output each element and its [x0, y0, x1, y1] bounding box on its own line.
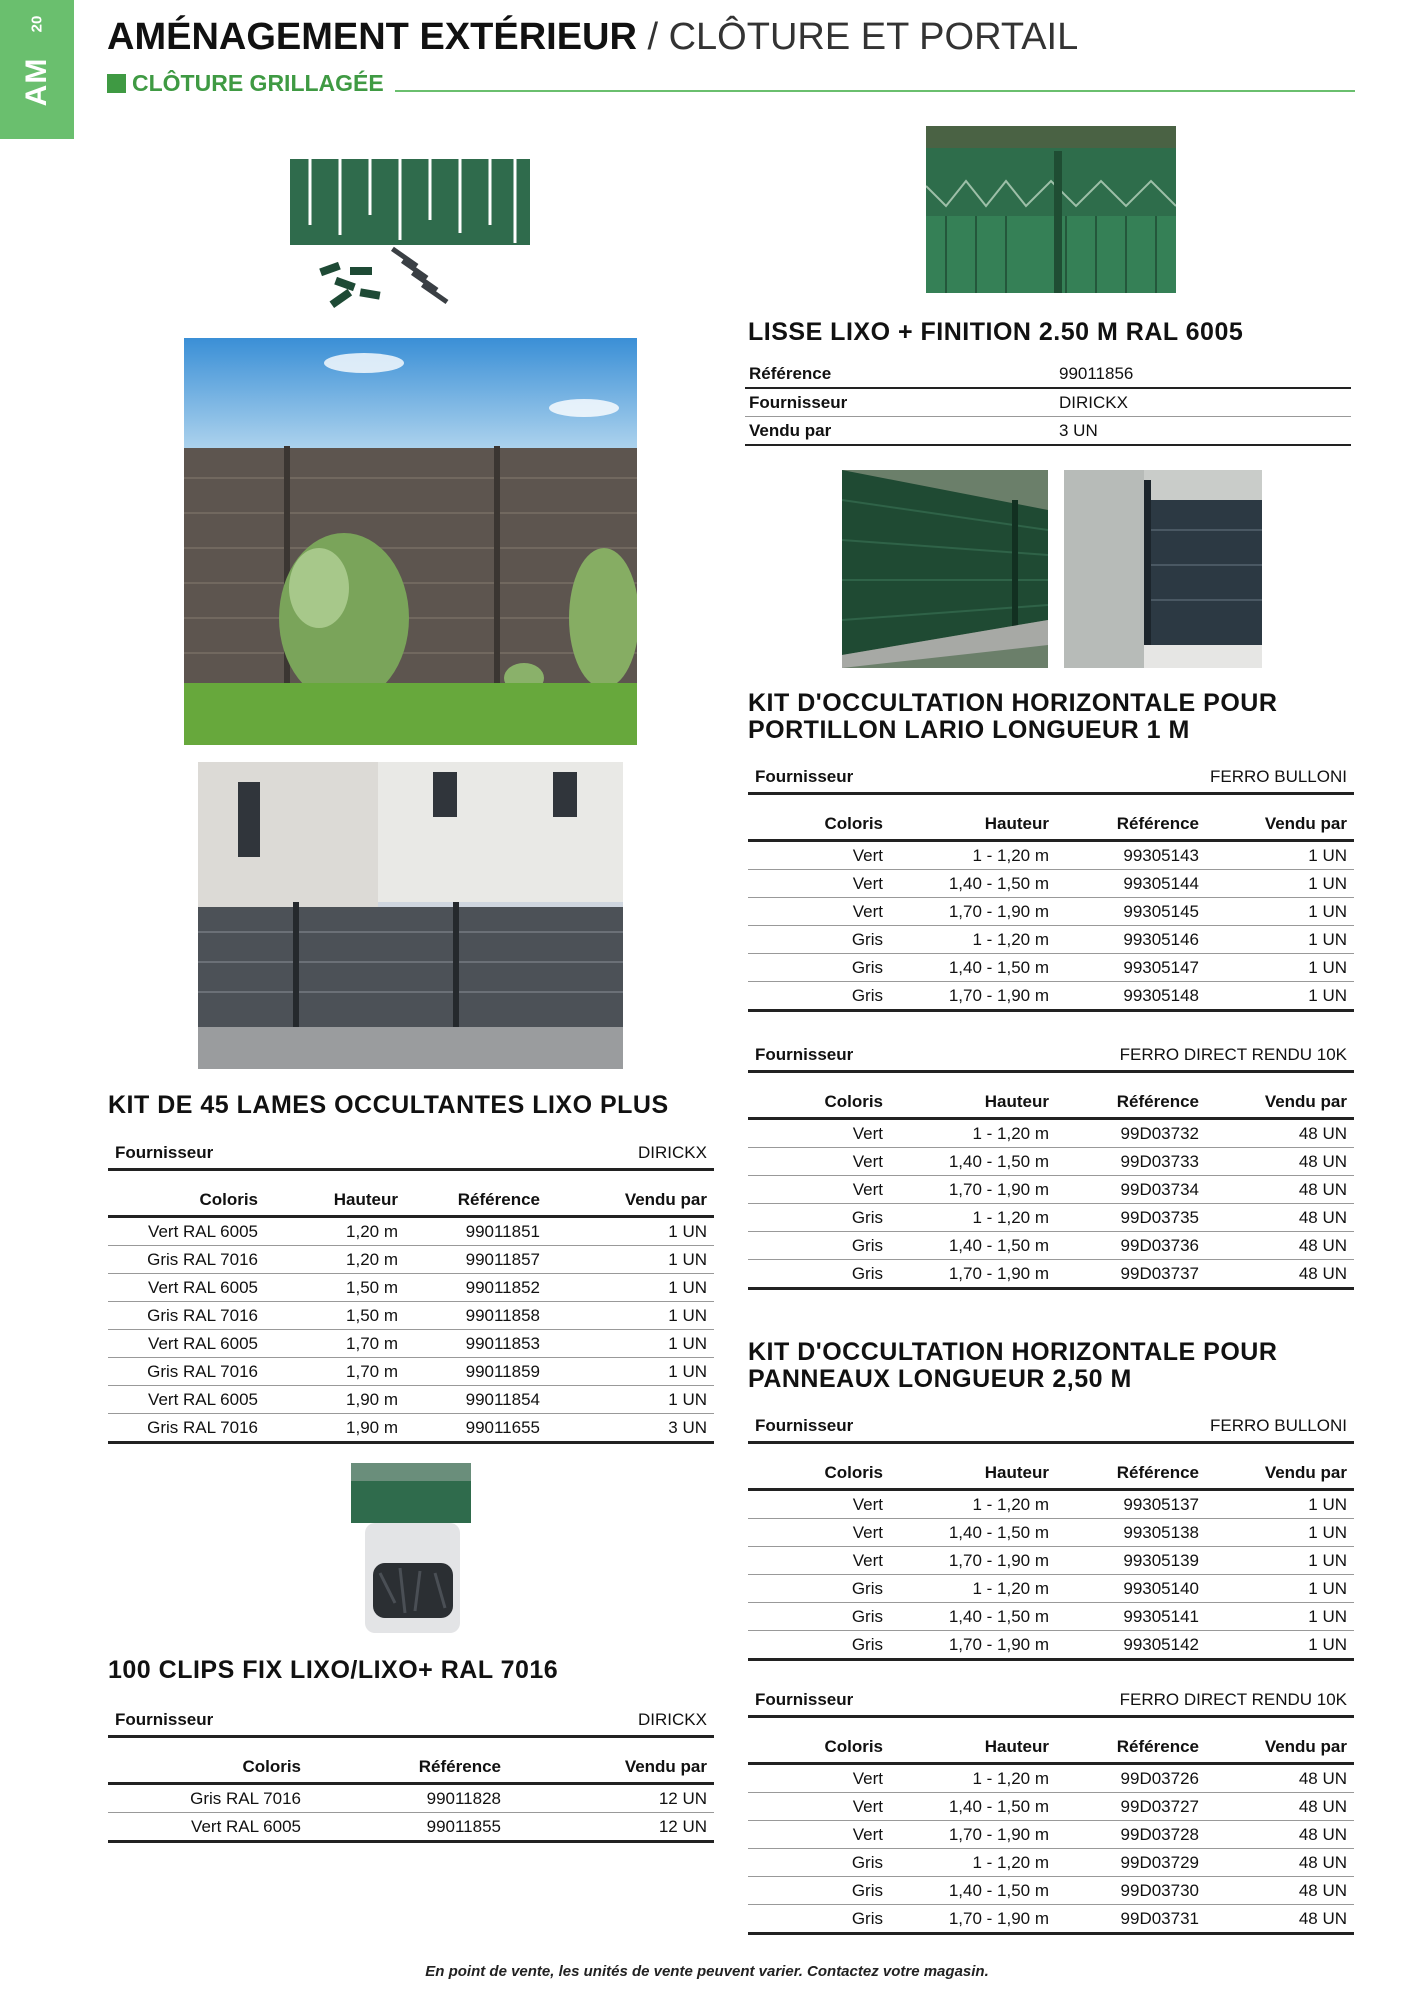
- table-cell: 99D03735: [1056, 1204, 1206, 1232]
- table-row: [748, 1148, 1354, 1176]
- table-cell: 1,70 - 1,90 m: [890, 1176, 1056, 1204]
- table-cell: Gris RAL 7016: [108, 1246, 265, 1274]
- table-row: [748, 841, 1354, 870]
- table-cell: 1,20 m: [265, 1246, 405, 1274]
- table-cell: Gris: [748, 1905, 890, 1934]
- table-cell: 48 UN: [1206, 1232, 1354, 1260]
- table-row: [108, 1217, 714, 1246]
- portillon-green-photo: [842, 470, 1048, 668]
- table-cell: Vert RAL 6005: [108, 1217, 265, 1246]
- table-cell: 1 UN: [547, 1217, 714, 1246]
- table-cell: 99D03733: [1056, 1148, 1206, 1176]
- table-cell: Gris: [748, 1204, 890, 1232]
- table-cell: 99D03736: [1056, 1232, 1206, 1260]
- table-cell: 1 - 1,20 m: [890, 1119, 1056, 1148]
- table-cell: 99D03734: [1056, 1176, 1206, 1204]
- table-cell: 48 UN: [1206, 1849, 1354, 1877]
- table-row: [748, 1793, 1354, 1821]
- table-row: [748, 1603, 1354, 1631]
- table-header: Coloris Hauteur Référence Vendu par: [748, 1458, 1354, 1490]
- table-cell: 1,40 - 1,50 m: [890, 1603, 1056, 1631]
- table-cell: 48 UN: [1206, 1793, 1354, 1821]
- table-cell: Vert RAL 6005: [108, 1813, 308, 1842]
- page-title-main: AMÉNAGEMENT EXTÉRIEUR: [107, 16, 637, 58]
- table-row: [748, 1519, 1354, 1547]
- supplier-row: [748, 1685, 1354, 1717]
- table-cell: Vert: [748, 1119, 890, 1148]
- table-cell: 1,70 - 1,90 m: [890, 1821, 1056, 1849]
- table-cell: Gris: [748, 1603, 890, 1631]
- table-cell: Vert: [748, 1490, 890, 1519]
- supplier-row: [108, 1138, 714, 1170]
- lames-kit-photo: [290, 155, 530, 325]
- portillon-title: [748, 690, 1277, 744]
- table-cell: 1 UN: [1206, 926, 1354, 954]
- table-cell: 1,70 - 1,90 m: [890, 1905, 1056, 1934]
- kit45-table: [108, 1138, 714, 1444]
- table-cell: Vert: [748, 841, 890, 870]
- footer-note: En point de vente, les unités de vente peuvent varier. Contactez votre magasin.: [425, 1963, 989, 1980]
- table-cell: Vert: [748, 1764, 890, 1793]
- table-cell: 99D03731: [1056, 1905, 1206, 1934]
- table-cell: 99011854: [405, 1386, 547, 1414]
- clips-title: 100 CLIPS FIX LIXO/LIXO+ RAL 7016: [108, 1656, 559, 1684]
- table-cell: 1,50 m: [265, 1302, 405, 1330]
- lisse-photo: [926, 126, 1176, 293]
- table-cell: 48 UN: [1206, 1148, 1354, 1176]
- table-row: [108, 1784, 714, 1813]
- table-header: Coloris Hauteur Référence Vendu par: [748, 809, 1354, 841]
- table-header: Coloris Hauteur Référence Vendu par: [108, 1185, 714, 1217]
- table-row: [748, 1547, 1354, 1575]
- table-cell: 1,70 - 1,90 m: [890, 898, 1056, 926]
- table-cell: 99305139: [1056, 1547, 1206, 1575]
- table-cell: 99011851: [405, 1217, 547, 1246]
- table-cell: 48 UN: [1206, 1176, 1354, 1204]
- table-cell: Vert: [748, 1793, 890, 1821]
- table-cell: 99011859: [405, 1358, 547, 1386]
- table-cell: 1 UN: [1206, 954, 1354, 982]
- info-row: Référence 99011856: [745, 360, 1351, 388]
- page-title-sub: / CLÔTURE ET PORTAIL: [647, 16, 1079, 58]
- table-cell: 99011857: [405, 1246, 547, 1274]
- table-cell: 99D03732: [1056, 1119, 1206, 1148]
- table-cell: 99011855: [308, 1813, 508, 1842]
- table-cell: 1 UN: [547, 1246, 714, 1274]
- table-row: [748, 982, 1354, 1011]
- table-cell: 1,90 m: [265, 1386, 405, 1414]
- table-cell: 12 UN: [508, 1813, 714, 1842]
- table-cell: 1 - 1,20 m: [890, 1764, 1056, 1793]
- page-title: [107, 16, 1078, 59]
- panneaux-table-2: [748, 1685, 1354, 1935]
- table-row: [748, 870, 1354, 898]
- table-cell: 48 UN: [1206, 1204, 1354, 1232]
- table-cell: Gris RAL 7016: [108, 1784, 308, 1813]
- table-cell: 1,70 m: [265, 1330, 405, 1358]
- table-cell: 1,40 - 1,50 m: [890, 1519, 1056, 1547]
- category-label: CLÔTURE GRILLAGÉE: [132, 70, 384, 96]
- supplier-label: Fournisseur: [108, 1705, 508, 1737]
- table-cell: 1,20 m: [265, 1217, 405, 1246]
- section-tab: [0, 0, 74, 139]
- table-cell: 99305141: [1056, 1603, 1206, 1631]
- table-row: [748, 954, 1354, 982]
- portillon-grey-photo: [1064, 470, 1262, 668]
- supplier-label: Fournisseur: [748, 762, 1056, 794]
- table-cell: 1 UN: [547, 1358, 714, 1386]
- table-cell: 1 UN: [547, 1330, 714, 1358]
- table-row: [108, 1414, 714, 1443]
- table-row: [108, 1358, 714, 1386]
- table-cell: 1,50 m: [265, 1274, 405, 1302]
- table-cell: 48 UN: [1206, 1260, 1354, 1289]
- table-cell: 1 UN: [1206, 1631, 1354, 1660]
- table-cell: 1,40 - 1,50 m: [890, 1232, 1056, 1260]
- info-row: Vendu par 3 UN: [745, 417, 1351, 446]
- table-cell: 99D03737: [1056, 1260, 1206, 1289]
- square-bullet-icon: [107, 74, 126, 93]
- portillon-title-line2: PORTILLON LARIO LONGUEUR 1 M: [748, 716, 1190, 744]
- table-cell: 48 UN: [1206, 1119, 1354, 1148]
- table-cell: 99D03730: [1056, 1877, 1206, 1905]
- supplier-row: [108, 1705, 714, 1737]
- table-row: [748, 1631, 1354, 1660]
- supplier-label: Fournisseur: [108, 1138, 405, 1170]
- table-cell: 1,40 - 1,50 m: [890, 1793, 1056, 1821]
- table-cell: 3 UN: [547, 1414, 714, 1443]
- table-row: [748, 1849, 1354, 1877]
- table-cell: Gris: [748, 1631, 890, 1660]
- table-row: [748, 1764, 1354, 1793]
- table-cell: Gris: [748, 1877, 890, 1905]
- table-cell: Vert RAL 6005: [108, 1274, 265, 1302]
- table-cell: Vert RAL 6005: [108, 1330, 265, 1358]
- table-cell: Gris: [748, 1575, 890, 1603]
- table-cell: 99305144: [1056, 870, 1206, 898]
- table-cell: 48 UN: [1206, 1905, 1354, 1934]
- table-row: [748, 1176, 1354, 1204]
- table-row: [108, 1330, 714, 1358]
- table-cell: 99305146: [1056, 926, 1206, 954]
- table-cell: 1 UN: [1206, 1519, 1354, 1547]
- table-cell: 1 UN: [547, 1274, 714, 1302]
- table-row: [108, 1386, 714, 1414]
- table-cell: 99305142: [1056, 1631, 1206, 1660]
- table-row: [108, 1246, 714, 1274]
- table-row: [748, 1260, 1354, 1289]
- table-row: [748, 1204, 1354, 1232]
- section-code: AM: [20, 57, 53, 107]
- supplier-name: FERRO BULLONI: [1056, 1411, 1354, 1443]
- table-row: [748, 1575, 1354, 1603]
- supplier-name: FERRO BULLONI: [1056, 762, 1354, 794]
- table-row: [748, 1821, 1354, 1849]
- table-cell: Gris: [748, 954, 890, 982]
- table-cell: Vert: [748, 870, 890, 898]
- category-heading: [107, 70, 384, 97]
- info-row: Fournisseur DIRICKX: [745, 388, 1351, 417]
- clips-bag-photo: [345, 1463, 477, 1635]
- table-cell: 1,70 - 1,90 m: [890, 1631, 1056, 1660]
- table-cell: Vert RAL 6005: [108, 1386, 265, 1414]
- table-cell: 1,70 m: [265, 1358, 405, 1386]
- table-cell: 99011828: [308, 1784, 508, 1813]
- table-cell: Gris: [748, 926, 890, 954]
- table-cell: 1 UN: [1206, 1490, 1354, 1519]
- table-cell: 99305143: [1056, 841, 1206, 870]
- table-cell: 1,40 - 1,50 m: [890, 1877, 1056, 1905]
- table-cell: 1 UN: [1206, 841, 1354, 870]
- table-header: Coloris Hauteur Référence Vendu par: [748, 1732, 1354, 1764]
- kit45-title: KIT DE 45 LAMES OCCULTANTES LIXO PLUS: [108, 1091, 669, 1119]
- table-cell: Vert: [748, 898, 890, 926]
- table-cell: 99305137: [1056, 1490, 1206, 1519]
- table-cell: 48 UN: [1206, 1764, 1354, 1793]
- table-cell: 1,40 - 1,50 m: [890, 954, 1056, 982]
- table-cell: 99D03727: [1056, 1793, 1206, 1821]
- table-row: [108, 1813, 714, 1842]
- table-row: [748, 926, 1354, 954]
- table-row: [108, 1302, 714, 1330]
- portillon-table-1: [748, 762, 1354, 1012]
- table-cell: 1,40 - 1,50 m: [890, 1148, 1056, 1176]
- table-cell: 1 - 1,20 m: [890, 841, 1056, 870]
- table-cell: Gris: [748, 1232, 890, 1260]
- table-cell: 1 UN: [547, 1302, 714, 1330]
- table-cell: Gris: [748, 1260, 890, 1289]
- table-row: [748, 1877, 1354, 1905]
- table-cell: 99305140: [1056, 1575, 1206, 1603]
- table-row: [748, 898, 1354, 926]
- table-row: [748, 1232, 1354, 1260]
- table-cell: 99D03728: [1056, 1821, 1206, 1849]
- table-header: Coloris Référence Vendu par: [108, 1752, 714, 1784]
- table-cell: Vert: [748, 1176, 890, 1204]
- panneaux-title-line1: KIT D'OCCULTATION HORIZONTALE POUR: [748, 1338, 1278, 1366]
- table-cell: 1 UN: [1206, 1547, 1354, 1575]
- table-cell: Gris RAL 7016: [108, 1358, 265, 1386]
- supplier-row: [748, 1040, 1354, 1072]
- table-cell: 1 UN: [547, 1386, 714, 1414]
- supplier-label: Fournisseur: [748, 1685, 1056, 1717]
- supplier-name: FERRO DIRECT RENDU 10K: [1056, 1040, 1354, 1072]
- table-cell: 99D03729: [1056, 1849, 1206, 1877]
- table-header: Coloris Hauteur Référence Vendu par: [748, 1087, 1354, 1119]
- table-cell: 1,70 - 1,90 m: [890, 1547, 1056, 1575]
- table-cell: 1 - 1,20 m: [890, 1490, 1056, 1519]
- table-cell: 1 - 1,20 m: [890, 1849, 1056, 1877]
- table-cell: 1 UN: [1206, 1603, 1354, 1631]
- table-cell: 99305148: [1056, 982, 1206, 1011]
- table-row: [748, 1119, 1354, 1148]
- table-cell: Gris RAL 7016: [108, 1414, 265, 1443]
- table-cell: 99305145: [1056, 898, 1206, 926]
- table-cell: 99011655: [405, 1414, 547, 1443]
- table-cell: 1 UN: [1206, 898, 1354, 926]
- table-cell: 1 UN: [1206, 1575, 1354, 1603]
- table-cell: 99305138: [1056, 1519, 1206, 1547]
- supplier-row: [748, 762, 1354, 794]
- portillon-title-line1: KIT D'OCCULTATION HORIZONTALE POUR: [748, 689, 1278, 717]
- table-row: [748, 1490, 1354, 1519]
- table-cell: Gris RAL 7016: [108, 1302, 265, 1330]
- supplier-name: DIRICKX: [405, 1138, 714, 1170]
- supplier-label: Fournisseur: [748, 1411, 1056, 1443]
- table-cell: 99011858: [405, 1302, 547, 1330]
- panneaux-title-line2: PANNEAUX LONGUEUR 2,50 M: [748, 1365, 1132, 1393]
- table-cell: Vert: [748, 1148, 890, 1176]
- table-cell: Vert: [748, 1519, 890, 1547]
- table-cell: 48 UN: [1206, 1821, 1354, 1849]
- table-cell: 1 UN: [1206, 870, 1354, 898]
- clips-table: [108, 1705, 714, 1843]
- panneaux-title: [748, 1339, 1277, 1393]
- table-cell: 99011853: [405, 1330, 547, 1358]
- lisse-title: LISSE LIXO + FINITION 2.50 M RAL 6005: [748, 318, 1244, 346]
- grey-fence-garden-photo: [184, 338, 637, 745]
- table-cell: 1 - 1,20 m: [890, 926, 1056, 954]
- supplier-name: DIRICKX: [508, 1705, 714, 1737]
- table-cell: 12 UN: [508, 1784, 714, 1813]
- table-cell: Gris: [748, 982, 890, 1011]
- category-divider: [395, 90, 1355, 92]
- panneaux-table-1: [748, 1411, 1354, 1661]
- grey-fence-house-photo: [198, 762, 623, 1069]
- table-row: [108, 1274, 714, 1302]
- table-row: [748, 1905, 1354, 1934]
- supplier-name: FERRO DIRECT RENDU 10K: [1056, 1685, 1354, 1717]
- supplier-row: [748, 1411, 1354, 1443]
- table-cell: Vert: [748, 1547, 890, 1575]
- table-cell: 99D03726: [1056, 1764, 1206, 1793]
- table-cell: 99011852: [405, 1274, 547, 1302]
- table-cell: 1,70 - 1,90 m: [890, 982, 1056, 1011]
- table-cell: 1 - 1,20 m: [890, 1204, 1056, 1232]
- table-cell: Vert: [748, 1821, 890, 1849]
- table-cell: 1,90 m: [265, 1414, 405, 1443]
- lisse-info-table: [745, 360, 1351, 446]
- portillon-table-2: [748, 1040, 1354, 1290]
- table-cell: 99305147: [1056, 954, 1206, 982]
- table-cell: 1 UN: [1206, 982, 1354, 1011]
- table-cell: 1,70 - 1,90 m: [890, 1260, 1056, 1289]
- page-number: 20: [28, 15, 46, 33]
- table-cell: Gris: [748, 1849, 890, 1877]
- supplier-label: Fournisseur: [748, 1040, 1056, 1072]
- table-cell: 1,40 - 1,50 m: [890, 870, 1056, 898]
- table-cell: 48 UN: [1206, 1877, 1354, 1905]
- table-cell: 1 - 1,20 m: [890, 1575, 1056, 1603]
